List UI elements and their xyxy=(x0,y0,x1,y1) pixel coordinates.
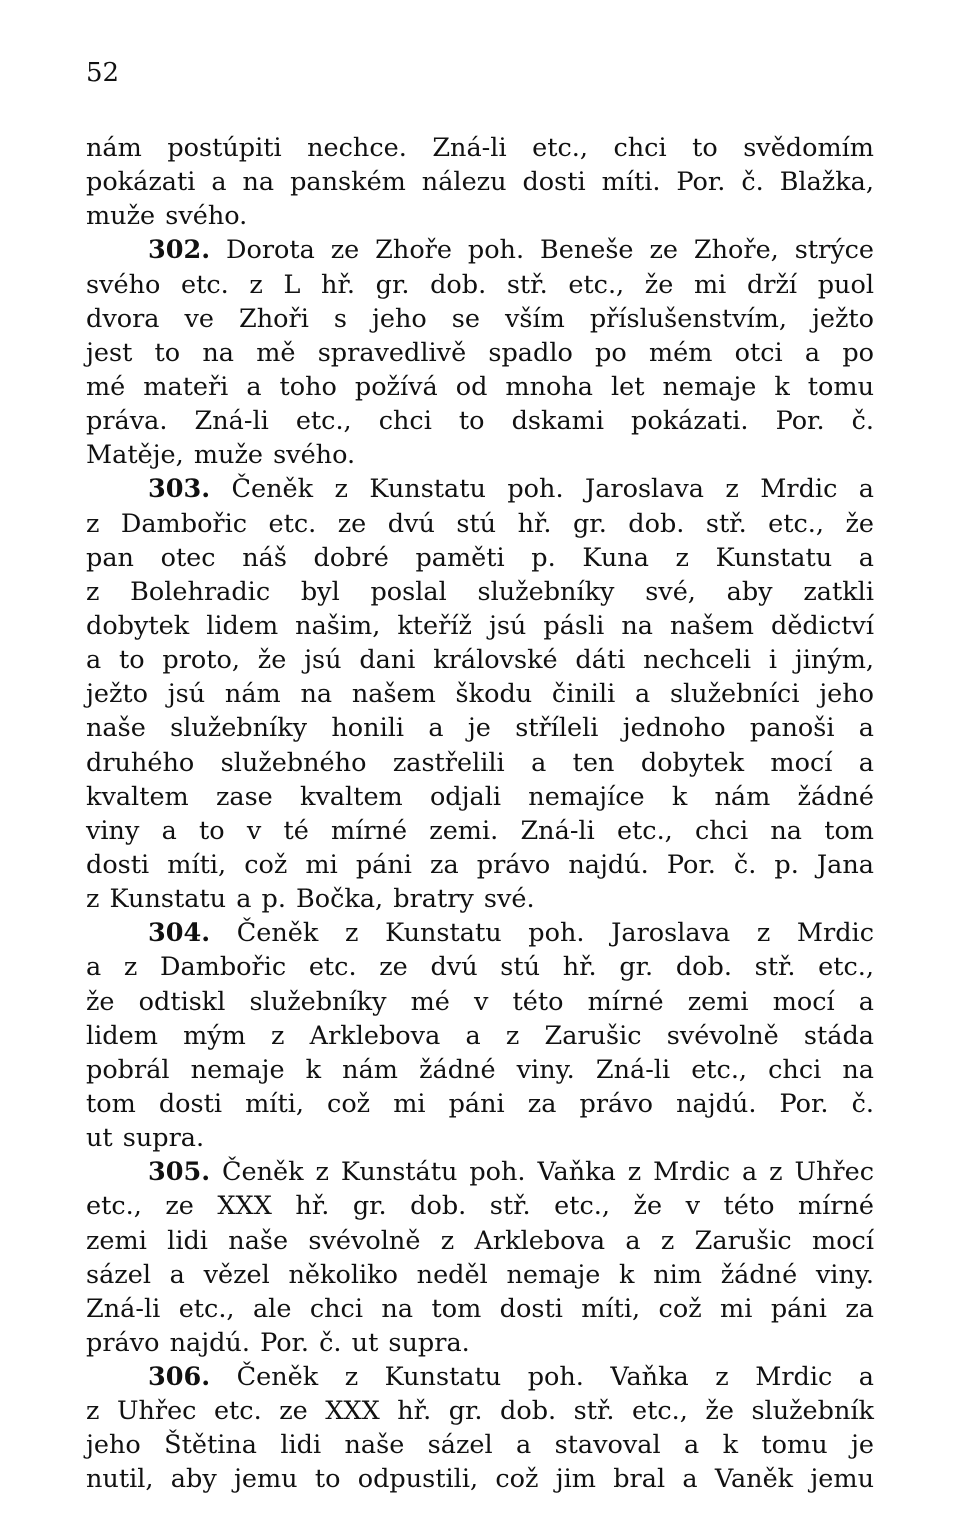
line-text: z Bolehradic byl poslal služebníky své, aby zatkli xyxy=(86,576,874,607)
entry-number: 303. xyxy=(148,474,211,505)
text-line xyxy=(86,541,874,575)
line-text: etc., ze XXX hř. gr. dob. stř. etc., že v této mírné xyxy=(86,1191,874,1222)
text-line xyxy=(86,1428,874,1462)
line-text: a z Dambořic etc. ze dvú stú hř. gr. dob. stř. etc., xyxy=(86,952,874,983)
line-text: právo najdú. Por. č. ut supra. xyxy=(86,1327,470,1358)
entry-number: 306. xyxy=(148,1362,211,1393)
text-line xyxy=(86,1189,874,1223)
line-text: dobytek lidem našim, kteříž jsú pásli na našem dědictví xyxy=(86,610,874,641)
text-line xyxy=(86,302,874,336)
text-block xyxy=(86,131,874,1497)
text-line xyxy=(86,609,874,643)
line-text: z Dambořic etc. ze dvú stú hř. gr. dob. stř. etc., že xyxy=(86,508,874,539)
line-text: a to proto, že jsú dani královské dáti nechceli i jiným, xyxy=(86,645,874,676)
text-line xyxy=(86,1258,874,1292)
entry-start-line xyxy=(86,916,874,950)
text-line xyxy=(86,438,874,472)
text-line xyxy=(86,507,874,541)
line-text: Čeněk z Kunstatu poh. Vaňka z Mrdic a xyxy=(210,1362,874,1393)
line-text: že odtiskl služebníky mé v této mírné zemi mocí a xyxy=(86,986,874,1017)
text-line xyxy=(86,1121,874,1155)
line-text: mé mateři a toho požívá od mnoha let nemaje k tomu xyxy=(86,371,874,402)
line-text: svého etc. z L hř. gr. dob. stř. etc., že mi drží puol xyxy=(86,269,874,300)
line-text: druhého služebného zastřelili a ten dobytek mocí a xyxy=(86,747,874,778)
line-text: Čeněk z Kunstatu poh. Jaroslava z Mrdic a xyxy=(210,474,874,505)
text-line xyxy=(86,575,874,609)
text-line xyxy=(86,780,874,814)
text-line xyxy=(86,1326,874,1360)
text-line xyxy=(86,199,874,233)
line-text: nám postúpiti nechce. Zná-li etc., chci to svědomím xyxy=(86,133,874,163)
text-line xyxy=(86,1087,874,1121)
line-text: kvaltem zase kvaltem odjali nemajíce k nám žádné xyxy=(86,781,874,812)
text-line xyxy=(86,950,874,984)
text-line xyxy=(86,1292,874,1326)
line-text: naše služebníky honili a je stříleli jednoho panoši a xyxy=(86,713,874,744)
entry-start-line xyxy=(86,233,874,267)
line-text: jeho Štětina lidi naše sázel a stavoval a k tomu je xyxy=(86,1430,874,1461)
text-line xyxy=(86,1394,874,1428)
text-line xyxy=(86,370,874,404)
line-text: pobrál nemaje k nám žádné viny. Zná-li etc., chci na xyxy=(86,1054,874,1085)
text-line xyxy=(86,1019,874,1053)
line-text: zemi lidi naše svévolně z Arklebova a z Zarušic mocí xyxy=(86,1225,874,1256)
line-text: tom dosti míti, což mi páni za právo najdú. Por. č. xyxy=(86,1088,874,1119)
line-text: lidem mým z Arklebova a z Zarušic svévolně stáda xyxy=(86,1020,874,1051)
entry-number: 304. xyxy=(148,918,211,949)
line-text: sázel a vězel několiko neděl nemaje k nim žádné viny. xyxy=(86,1259,874,1290)
text-line xyxy=(86,814,874,848)
line-text: muže svého. xyxy=(86,201,248,232)
text-line xyxy=(86,1224,874,1258)
text-line xyxy=(86,711,874,745)
text-line xyxy=(86,848,874,882)
entry-number: 302. xyxy=(148,235,211,266)
entry-number: 305. xyxy=(148,1157,211,1188)
line-text: Čeněk z Kunstatu poh. Jaroslava z Mrdic xyxy=(210,918,874,949)
text-line xyxy=(86,643,874,677)
text-line xyxy=(86,746,874,780)
line-text: z Kunstatu a p. Bočka, bratry své. xyxy=(86,884,535,915)
text-line xyxy=(86,1053,874,1087)
line-text: z Uhřec etc. ze XXX hř. gr. dob. stř. etc., že služebník xyxy=(86,1396,874,1427)
line-text: viny a to v té mírné zemi. Zná-li etc., chci na tom xyxy=(86,815,874,846)
text-line xyxy=(86,985,874,1019)
line-text: ut supra. xyxy=(86,1123,205,1154)
text-line xyxy=(86,131,874,165)
line-text: pokázati a na panském nálezu dosti míti. Por. č. Blažka, xyxy=(86,167,874,198)
line-text: nutil, aby jemu to odpustili, což jim bral a Vaněk jemu xyxy=(86,1464,874,1495)
text-line xyxy=(86,268,874,302)
line-text: práva. Zná-li etc., chci to dskami pokázati. Por. č. xyxy=(86,406,874,437)
entry-start-line xyxy=(86,472,874,506)
line-text: Matěje, muže svého. xyxy=(86,440,356,471)
line-text: pan otec náš dobré paměti p. Kuna z Kunstatu a xyxy=(86,542,874,573)
line-text: dosti míti, což mi páni za právo najdú. Por. č. p. Jana xyxy=(86,849,874,880)
page-number: 52 xyxy=(86,58,120,88)
entry-start-line xyxy=(86,1360,874,1394)
entry-start-line xyxy=(86,1155,874,1189)
line-text: ježto jsú nám na našem škodu činili a služebníci jeho xyxy=(86,679,874,710)
text-line xyxy=(86,404,874,438)
text-line xyxy=(86,882,874,916)
text-line xyxy=(86,677,874,711)
text-line xyxy=(86,1462,874,1496)
line-text: Dorota ze Zhoře poh. Beneše ze Zhoře, strýce xyxy=(210,235,874,266)
line-text: jest to na mě spravedlivě spadlo po mém otci a po xyxy=(86,337,874,368)
line-text: Čeněk z Kunstátu poh. Vaňka z Mrdic a z Uhřec xyxy=(210,1157,874,1188)
line-text: dvora ve Zhoři s jeho se vším příslušenstvím, ježto xyxy=(86,303,874,334)
text-line xyxy=(86,165,874,199)
line-text: Zná-li etc., ale chci na tom dosti míti, což mi páni za xyxy=(86,1293,874,1324)
text-line xyxy=(86,336,874,370)
